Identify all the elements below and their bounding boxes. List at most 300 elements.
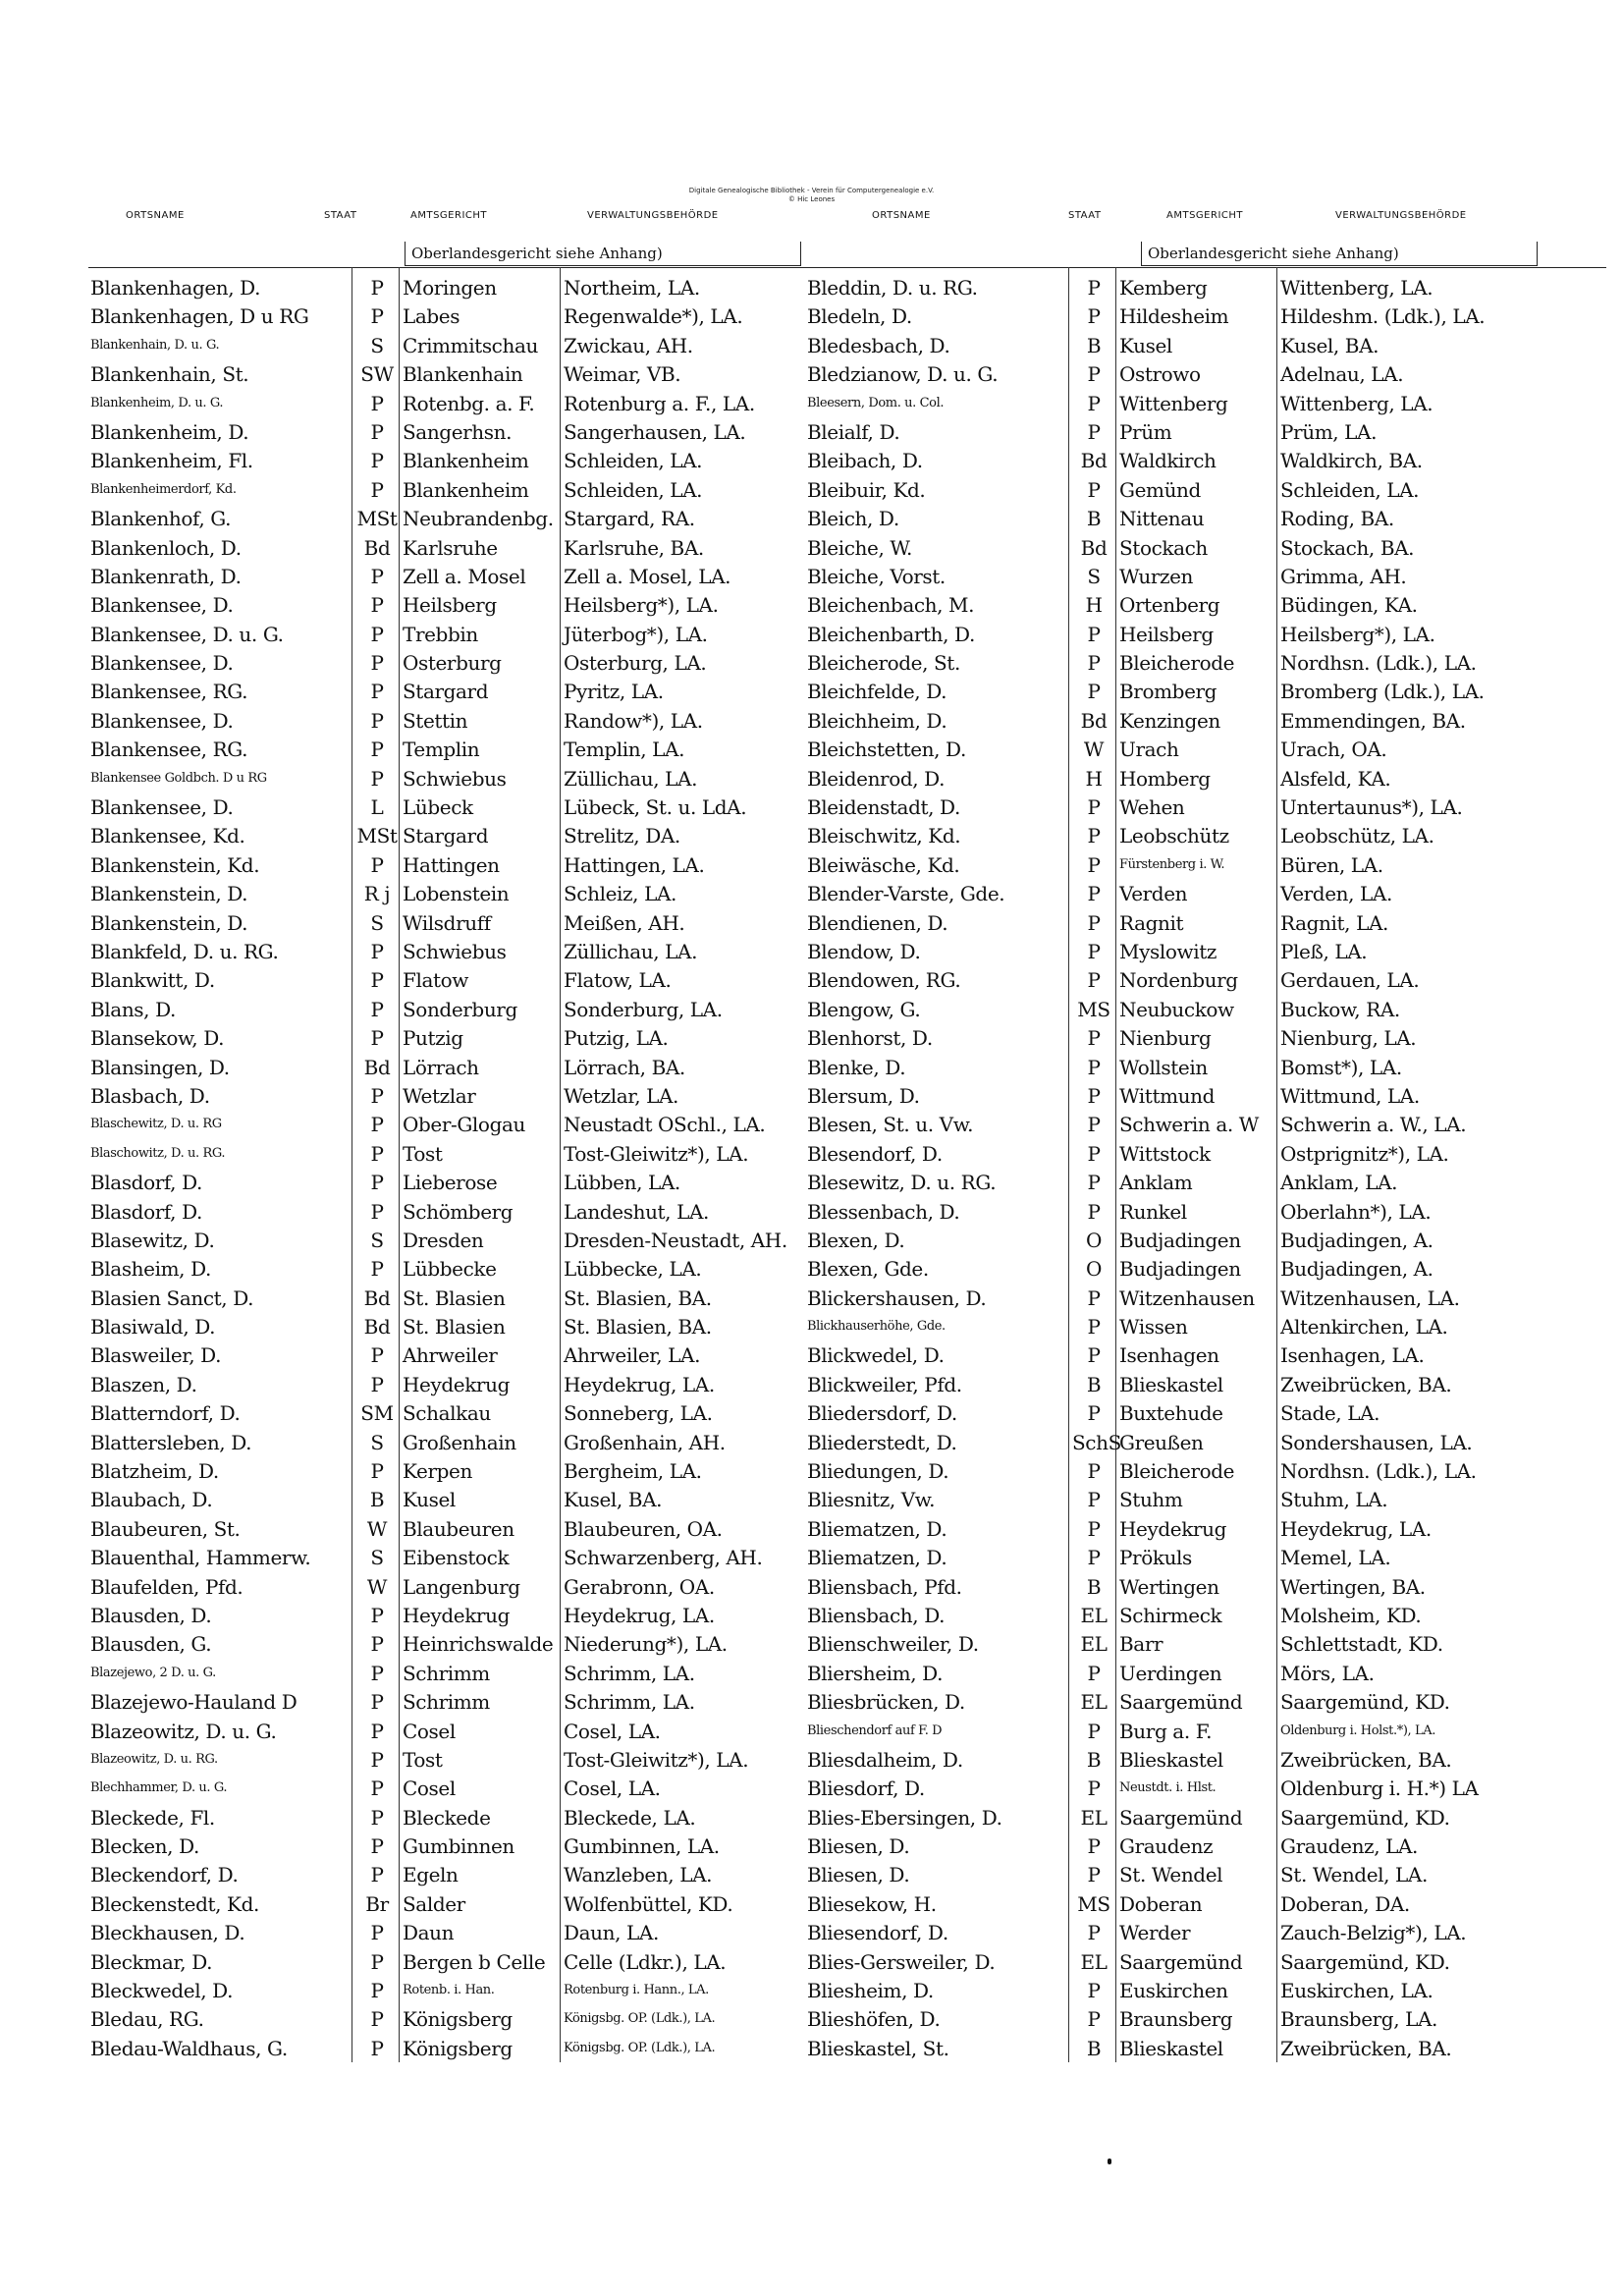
cell-ortsname: Blesen, St. u. Vw. bbox=[807, 1113, 974, 1137]
table-row bbox=[88, 446, 890, 474]
table-row bbox=[805, 677, 1606, 705]
cell-ortsname: Blankensee, RG. bbox=[90, 680, 248, 704]
cell-staat: P bbox=[370, 1113, 384, 1137]
cell-ortsname: Blankenstein, Kd. bbox=[90, 852, 260, 877]
cell-verwaltungsbehoerde: Flatow, LA. bbox=[564, 968, 672, 993]
cell-amtsgericht: Kusel bbox=[403, 1488, 456, 1512]
cell-staat: P bbox=[1087, 2007, 1101, 2032]
table-row bbox=[805, 1745, 1606, 1774]
cell-ortsname: Blankfeld, D. u. RG. bbox=[90, 939, 279, 963]
cell-verwaltungsbehoerde: Zauch-Belzig*), LA. bbox=[1280, 1921, 1467, 1945]
cell-verwaltungsbehoerde: Lübbecke, LA. bbox=[564, 1257, 702, 1282]
table-row bbox=[88, 1601, 890, 1629]
cell-ortsname: Bleidenrod, D. bbox=[807, 766, 946, 791]
cell-ortsname: Blesendorf, D. bbox=[807, 1141, 943, 1166]
cell-amtsgericht: Burg a. F. bbox=[1119, 1719, 1213, 1743]
cell-amtsgericht: Wurzen bbox=[1119, 564, 1194, 588]
table-row bbox=[805, 1976, 1606, 2004]
cell-ortsname: Blatzheim, D. bbox=[90, 1459, 219, 1484]
cell-ortsname: Bleckenstedt, Kd. bbox=[90, 1891, 259, 1916]
cell-amtsgericht: Bleckede bbox=[403, 1805, 491, 1830]
table-row bbox=[805, 446, 1606, 474]
cell-ortsname: Blies-Ebersingen, D. bbox=[807, 1805, 1002, 1830]
cell-staat: P bbox=[370, 1719, 384, 1743]
cell-ortsname: Blazeowitz, D. u. RG. bbox=[90, 1751, 218, 1767]
cell-amtsgericht: Wittstock bbox=[1119, 1141, 1211, 1166]
table-row bbox=[805, 475, 1606, 504]
table-row bbox=[88, 1398, 890, 1427]
table-row bbox=[88, 359, 890, 388]
cell-staat: P bbox=[1087, 1199, 1101, 1224]
cell-ortsname: Blaschewitz, D. u. RG bbox=[90, 1117, 222, 1132]
table-row bbox=[88, 1572, 890, 1601]
cell-verwaltungsbehoerde: Braunsberg, LA. bbox=[1280, 2007, 1438, 2032]
table-row bbox=[88, 504, 890, 532]
cell-verwaltungsbehoerde: Heilsberg*), LA. bbox=[564, 593, 719, 618]
cell-amtsgericht: Heydekrug bbox=[403, 1603, 510, 1627]
cell-staat: P bbox=[1087, 1026, 1101, 1051]
cell-staat: P bbox=[370, 1777, 384, 1801]
cell-amtsgericht: Barr bbox=[1119, 1632, 1163, 1657]
cell-amtsgericht: Bleicherode bbox=[1119, 651, 1235, 676]
header-ortsname-right: ORTSNAME bbox=[872, 210, 931, 221]
table-row bbox=[805, 1543, 1606, 1571]
table-row bbox=[88, 1687, 890, 1716]
table-row bbox=[88, 1918, 890, 1946]
cell-ortsname: Blankenheimerdorf, Kd. bbox=[90, 481, 237, 497]
cell-staat: EL bbox=[1080, 1805, 1108, 1830]
cell-staat: P bbox=[370, 708, 384, 733]
cell-ortsname: Blankenstein, D. bbox=[90, 910, 248, 935]
table-row bbox=[805, 1485, 1606, 1513]
table-row bbox=[88, 1717, 890, 1745]
cell-verwaltungsbehoerde: Cosel, LA. bbox=[564, 1777, 661, 1801]
cell-verwaltungsbehoerde: Schrimm, LA. bbox=[564, 1661, 695, 1685]
cell-verwaltungsbehoerde: Leobschütz, LA. bbox=[1280, 824, 1434, 848]
cell-ortsname: Bliesbrücken, D. bbox=[807, 1690, 965, 1715]
cell-amtsgericht: Templin bbox=[403, 738, 480, 762]
cell-staat: W bbox=[366, 1574, 388, 1599]
cell-staat: B bbox=[1086, 1747, 1102, 1772]
cell-ortsname: Bliesdalheim, D. bbox=[807, 1747, 963, 1772]
cell-staat: P bbox=[370, 968, 384, 993]
cell-staat: P bbox=[1087, 419, 1101, 444]
cell-staat: P bbox=[1087, 1516, 1101, 1541]
cell-verwaltungsbehoerde: Gerabronn, OA. bbox=[564, 1574, 715, 1599]
table-row bbox=[88, 1629, 890, 1658]
cell-verwaltungsbehoerde: Büren, LA. bbox=[1280, 852, 1383, 877]
cell-staat: MS bbox=[1077, 997, 1110, 1021]
cell-amtsgericht: Wertingen bbox=[1119, 1574, 1219, 1599]
cell-verwaltungsbehoerde: Heydekrug, LA. bbox=[564, 1603, 715, 1627]
cell-staat: EL bbox=[1080, 1603, 1108, 1627]
cell-staat: O bbox=[1086, 1257, 1102, 1282]
cell-ortsname: Blazejewo-Hauland D bbox=[90, 1690, 298, 1715]
cell-amtsgericht: Schwiebus bbox=[403, 939, 507, 963]
cell-staat: Bd bbox=[363, 1285, 391, 1310]
cell-staat: P bbox=[370, 738, 384, 762]
cell-verwaltungsbehoerde: Oldenburg i. Holst.*), LA. bbox=[1280, 1722, 1435, 1738]
ink-mark bbox=[1108, 2159, 1111, 2164]
cell-verwaltungsbehoerde: Putzig, LA. bbox=[564, 1026, 669, 1051]
cell-amtsgericht: Heydekrug bbox=[403, 1372, 510, 1396]
cell-staat: P bbox=[370, 1603, 384, 1627]
cell-verwaltungsbehoerde: Oldenburg i. H.*) LA bbox=[1280, 1777, 1479, 1801]
cell-amtsgericht: Kerpen bbox=[403, 1459, 472, 1484]
cell-ortsname: Bliesdorf, D. bbox=[807, 1777, 925, 1801]
cell-amtsgericht: Cosel bbox=[403, 1777, 456, 1801]
table-row bbox=[88, 1774, 890, 1802]
cell-amtsgericht: Anklam bbox=[1119, 1171, 1193, 1195]
table-row bbox=[805, 1860, 1606, 1888]
cell-ortsname: Bleckmar, D. bbox=[90, 1949, 213, 1974]
cell-staat: P bbox=[1087, 1979, 1101, 2003]
cell-ortsname: Bledesbach, D. bbox=[807, 333, 950, 357]
cell-amtsgericht: Werder bbox=[1119, 1921, 1191, 1945]
cell-staat: B bbox=[1086, 507, 1102, 531]
table-row bbox=[805, 1774, 1606, 1802]
cell-amtsgericht: Crimmitschau bbox=[403, 333, 538, 357]
cell-amtsgericht: Gumbinnen bbox=[403, 1834, 514, 1859]
cell-amtsgericht: Blankenheim bbox=[403, 477, 529, 502]
cell-verwaltungsbehoerde: Stuhm, LA. bbox=[1280, 1488, 1388, 1512]
cell-ortsname: Bleialf, D. bbox=[807, 419, 900, 444]
table-top-rule bbox=[805, 267, 1606, 268]
cell-staat: P bbox=[1087, 1285, 1101, 1310]
cell-verwaltungsbehoerde: Heydekrug, LA. bbox=[564, 1372, 715, 1396]
cell-verwaltungsbehoerde: Rotenburg i. Hann., LA. bbox=[564, 1983, 709, 1998]
cell-verwaltungsbehoerde: Rotenburg a. F., LA. bbox=[564, 391, 755, 415]
cell-ortsname: Bliesen, D. bbox=[807, 1834, 910, 1859]
cell-verwaltungsbehoerde: Bergheim, LA. bbox=[564, 1459, 702, 1484]
watermark-line-1: Digitale Genealogische Bibliothek - Verein für Computergenealogie e.V. bbox=[688, 187, 935, 194]
table-row bbox=[805, 764, 1606, 793]
cell-verwaltungsbehoerde: Zweibrücken, BA. bbox=[1280, 1372, 1452, 1396]
cell-verwaltungsbehoerde: Nordhsn. (Ldk.), LA. bbox=[1280, 1459, 1477, 1484]
cell-staat: P bbox=[1087, 968, 1101, 993]
cell-staat: B bbox=[1086, 1372, 1102, 1396]
table-row bbox=[88, 1831, 890, 1860]
cell-verwaltungsbehoerde: Graudenz, LA. bbox=[1280, 1834, 1418, 1859]
cell-verwaltungsbehoerde: St. Blasien, BA. bbox=[564, 1315, 712, 1339]
cell-amtsgericht: Tost bbox=[403, 1747, 443, 1772]
table-row bbox=[805, 793, 1606, 821]
cell-verwaltungsbehoerde: Sondershausen, LA. bbox=[1280, 1430, 1473, 1454]
cell-amtsgericht: Budjadingen bbox=[1119, 1228, 1241, 1252]
cell-verwaltungsbehoerde: Schwerin a. W., LA. bbox=[1280, 1113, 1467, 1137]
cell-amtsgericht: Stargard bbox=[403, 824, 489, 848]
cell-amtsgericht: Schalkau bbox=[403, 1401, 491, 1426]
cell-ortsname: Bledau, RG. bbox=[90, 2007, 204, 2032]
cell-amtsgericht: Verden bbox=[1119, 882, 1188, 906]
cell-staat: P bbox=[1087, 1719, 1101, 1743]
cell-amtsgericht: St. Blasien bbox=[403, 1285, 506, 1310]
table-row bbox=[88, 1226, 890, 1254]
cell-ortsname: Blesewitz, D. u. RG. bbox=[807, 1171, 997, 1195]
table-row bbox=[805, 1168, 1606, 1196]
cell-verwaltungsbehoerde: Ostprignitz*), LA. bbox=[1280, 1141, 1449, 1166]
cell-verwaltungsbehoerde: Randow*), LA. bbox=[564, 708, 703, 733]
cell-ortsname: Bleiche, Vorst. bbox=[807, 564, 946, 588]
cell-ortsname: Bledau-Waldhaus, G. bbox=[90, 2036, 288, 2060]
table-row bbox=[88, 1312, 890, 1340]
cell-amtsgericht: Schrimm bbox=[403, 1690, 490, 1715]
cell-staat: S bbox=[1087, 564, 1101, 588]
table-row bbox=[88, 1023, 890, 1052]
cell-amtsgericht: Saargemünd bbox=[1119, 1949, 1243, 1974]
table-row bbox=[805, 995, 1606, 1023]
table-row bbox=[88, 1889, 890, 1918]
cell-ortsname: Blickhauserhöhe, Gde. bbox=[807, 1319, 946, 1335]
table-row bbox=[805, 1254, 1606, 1283]
cell-amtsgericht: Waldkirch bbox=[1119, 449, 1217, 473]
cell-staat: P bbox=[1087, 882, 1101, 906]
cell-verwaltungsbehoerde: Anklam, LA. bbox=[1280, 1171, 1398, 1195]
cell-staat: P bbox=[370, 2036, 384, 2060]
cell-staat: P bbox=[1087, 1834, 1101, 1859]
table-row bbox=[88, 389, 890, 417]
cell-staat: P bbox=[1087, 1141, 1101, 1166]
table-row bbox=[805, 1370, 1606, 1398]
cell-staat: Br bbox=[365, 1891, 389, 1916]
cell-amtsgericht: Blankenheim bbox=[403, 449, 529, 473]
table-row bbox=[805, 1139, 1606, 1168]
cell-staat: P bbox=[1087, 391, 1101, 415]
cell-staat: P bbox=[1087, 651, 1101, 676]
cell-amtsgericht: Doberan bbox=[1119, 1891, 1203, 1916]
cell-amtsgericht: Labes bbox=[403, 304, 460, 329]
table-row bbox=[805, 273, 1606, 301]
cell-verwaltungsbehoerde: Adelnau, LA. bbox=[1280, 362, 1404, 387]
cell-ortsname: Blies-Gersweiler, D. bbox=[807, 1949, 996, 1974]
table-row bbox=[88, 793, 890, 821]
cell-amtsgericht: Schrimm bbox=[403, 1661, 490, 1685]
cell-staat: EL bbox=[1080, 1690, 1108, 1715]
cell-verwaltungsbehoerde: Witzenhausen, LA. bbox=[1280, 1285, 1460, 1310]
cell-verwaltungsbehoerde: Zweibrücken, BA. bbox=[1280, 1747, 1452, 1772]
cell-amtsgericht: Moringen bbox=[403, 276, 497, 300]
cell-staat: P bbox=[1087, 276, 1101, 300]
table-row bbox=[805, 648, 1606, 677]
cell-amtsgericht: Wollstein bbox=[1119, 1055, 1208, 1079]
cell-amtsgericht: Egeln bbox=[403, 1863, 459, 1887]
cell-verwaltungsbehoerde: Lörrach, BA. bbox=[564, 1055, 685, 1079]
cell-verwaltungsbehoerde: Celle (Ldkr.), LA. bbox=[564, 1949, 727, 1974]
cell-ortsname: Blankenrath, D. bbox=[90, 564, 242, 588]
cell-staat: P bbox=[370, 419, 384, 444]
cell-staat: P bbox=[370, 391, 384, 415]
table-row bbox=[805, 1340, 1606, 1369]
cell-amtsgericht: Kenzingen bbox=[1119, 708, 1220, 733]
cell-staat: P bbox=[1087, 852, 1101, 877]
cell-ortsname: Blasiwald, D. bbox=[90, 1315, 216, 1339]
cell-verwaltungsbehoerde: Hattingen, LA. bbox=[564, 852, 705, 877]
cell-staat: P bbox=[1087, 362, 1101, 387]
cell-verwaltungsbehoerde: Lübben, LA. bbox=[564, 1171, 680, 1195]
cell-verwaltungsbehoerde: Molsheim, KD. bbox=[1280, 1603, 1422, 1627]
cell-amtsgericht: Isenhagen bbox=[1119, 1343, 1219, 1368]
cell-staat: P bbox=[370, 1343, 384, 1368]
cell-verwaltungsbehoerde: Nienburg, LA. bbox=[1280, 1026, 1417, 1051]
cell-ortsname: Blaubach, D. bbox=[90, 1488, 213, 1512]
cell-ortsname: Blessenbach, D. bbox=[807, 1199, 960, 1224]
table-row bbox=[88, 648, 890, 677]
cell-verwaltungsbehoerde: Sonneberg, LA. bbox=[564, 1401, 713, 1426]
cell-verwaltungsbehoerde: Neustadt OSchl., LA. bbox=[564, 1113, 766, 1137]
cell-ortsname: Blieshöfen, D. bbox=[807, 2007, 941, 2032]
table-row bbox=[805, 1514, 1606, 1543]
cell-staat: P bbox=[1087, 939, 1101, 963]
table-row bbox=[805, 965, 1606, 994]
cell-ortsname: Blendienen, D. bbox=[807, 910, 948, 935]
table-row bbox=[88, 1197, 890, 1226]
cell-ortsname: Bleischwitz, Kd. bbox=[807, 824, 961, 848]
cell-ortsname: Bleckhausen, D. bbox=[90, 1921, 245, 1945]
cell-ortsname: Blexen, Gde. bbox=[807, 1257, 929, 1282]
table-row bbox=[88, 2004, 890, 2033]
cell-staat: P bbox=[370, 1979, 384, 2003]
cell-amtsgericht: Stettin bbox=[403, 708, 468, 733]
cell-ortsname: Bliederstedt, D. bbox=[807, 1430, 957, 1454]
table-row bbox=[88, 764, 890, 793]
cell-staat: Bd bbox=[1080, 708, 1108, 733]
cell-verwaltungsbehoerde: Regenwalde*), LA. bbox=[564, 304, 743, 329]
cell-ortsname: Blankensee, Kd. bbox=[90, 824, 245, 848]
table-row bbox=[805, 533, 1606, 562]
cell-staat: P bbox=[1087, 1777, 1101, 1801]
cell-staat: P bbox=[1087, 1113, 1101, 1137]
cell-verwaltungsbehoerde: Altenkirchen, LA. bbox=[1280, 1315, 1448, 1339]
cell-staat: O bbox=[1086, 1228, 1102, 1252]
cell-ortsname: Blausden, G. bbox=[90, 1632, 212, 1657]
cell-amtsgericht: Tost bbox=[403, 1141, 443, 1166]
table-row bbox=[88, 1976, 890, 2004]
cell-amtsgericht: Ostrowo bbox=[1119, 362, 1201, 387]
cell-verwaltungsbehoerde: Jüterbog*), LA. bbox=[564, 622, 708, 646]
cell-ortsname: Blankensee, RG. bbox=[90, 738, 248, 762]
cell-ortsname: Blankensee, D. bbox=[90, 795, 234, 820]
cell-staat: EL bbox=[1080, 1632, 1108, 1657]
table-row bbox=[88, 1053, 890, 1081]
cell-staat: P bbox=[370, 997, 384, 1021]
cell-amtsgericht: Nittenau bbox=[1119, 507, 1205, 531]
cell-staat: P bbox=[1087, 795, 1101, 820]
cell-ortsname: Bleichenbach, M. bbox=[807, 593, 975, 618]
cell-verwaltungsbehoerde: Alsfeld, KA. bbox=[1280, 766, 1391, 791]
cell-verwaltungsbehoerde: Saargemünd, KD. bbox=[1280, 1949, 1450, 1974]
cell-verwaltungsbehoerde: Züllichau, LA. bbox=[564, 766, 698, 791]
cell-ortsname: Bleiche, W. bbox=[807, 535, 912, 560]
cell-ortsname: Blankenhagen, D u RG bbox=[90, 304, 309, 329]
table-row bbox=[88, 2034, 890, 2062]
cell-amtsgericht: Stockach bbox=[1119, 535, 1208, 560]
cell-staat: P bbox=[370, 1632, 384, 1657]
cell-amtsgericht: Zell a. Mosel bbox=[403, 564, 526, 588]
cell-ortsname: Blansekow, D. bbox=[90, 1026, 225, 1051]
table-row bbox=[88, 995, 890, 1023]
cell-amtsgericht: Salder bbox=[403, 1891, 465, 1916]
cell-amtsgericht: Sonderburg bbox=[403, 997, 517, 1021]
cell-verwaltungsbehoerde: Wanzleben, LA. bbox=[564, 1863, 713, 1887]
cell-staat: B bbox=[1086, 2036, 1102, 2060]
cell-amtsgericht: Blieskastel bbox=[1119, 1372, 1223, 1396]
cell-staat: H bbox=[1085, 593, 1103, 618]
cell-amtsgericht: Schwiebus bbox=[403, 766, 507, 791]
cell-ortsname: Blans, D. bbox=[90, 997, 176, 1021]
cell-staat: P bbox=[370, 651, 384, 676]
cell-staat: P bbox=[370, 276, 384, 300]
cell-ortsname: Blankenhof, G. bbox=[90, 507, 232, 531]
cell-verwaltungsbehoerde: Königsbg. OP. (Ldk.), LA. bbox=[564, 2011, 716, 2027]
table-row bbox=[88, 1110, 890, 1138]
cell-staat: P bbox=[370, 852, 384, 877]
cell-staat: P bbox=[370, 1805, 384, 1830]
cell-ortsname: Blankenhain, St. bbox=[90, 362, 249, 387]
cell-verwaltungsbehoerde: Budjadingen, A. bbox=[1280, 1257, 1434, 1282]
cell-verwaltungsbehoerde: Stargard, RA. bbox=[564, 507, 695, 531]
cell-verwaltungsbehoerde: Zell a. Mosel, LA. bbox=[564, 564, 731, 588]
cell-ortsname: Bleicherode, St. bbox=[807, 651, 960, 676]
table-row bbox=[88, 590, 890, 619]
cell-amtsgericht: Rotenb. i. Han. bbox=[403, 1983, 495, 1998]
cell-verwaltungsbehoerde: Zwickau, AH. bbox=[564, 333, 693, 357]
cell-ortsname: Blecken, D. bbox=[90, 1834, 199, 1859]
cell-staat: P bbox=[1087, 910, 1101, 935]
table-row bbox=[88, 908, 890, 937]
cell-amtsgericht: Lobenstein bbox=[403, 882, 510, 906]
cell-staat: P bbox=[1087, 1863, 1101, 1887]
table-row bbox=[805, 879, 1606, 907]
cell-ortsname: Bleckwedel, D. bbox=[90, 1979, 234, 2003]
cell-amtsgericht: Neustdt. i. Hlst. bbox=[1119, 1780, 1217, 1796]
left-column-table bbox=[88, 273, 890, 2062]
cell-verwaltungsbehoerde: Lübeck, St. u. LdA. bbox=[564, 795, 747, 820]
cell-verwaltungsbehoerde: Weimar, VB. bbox=[564, 362, 681, 387]
cell-amtsgericht: Stuhm bbox=[1119, 1488, 1183, 1512]
cell-amtsgericht: Heydekrug bbox=[1119, 1516, 1226, 1541]
cell-ortsname: Bleich, D. bbox=[807, 507, 899, 531]
cell-verwaltungsbehoerde: Wetzlar, LA. bbox=[564, 1083, 679, 1108]
table-row bbox=[88, 1168, 890, 1196]
cell-ortsname: Bleichstetten, D. bbox=[807, 738, 966, 762]
cell-verwaltungsbehoerde: St. Wendel, LA. bbox=[1280, 1863, 1428, 1887]
table-row bbox=[88, 1543, 890, 1571]
cell-ortsname: Blatterndorf, D. bbox=[90, 1401, 241, 1426]
cell-verwaltungsbehoerde: Gumbinnen, LA. bbox=[564, 1834, 720, 1859]
cell-verwaltungsbehoerde: Bleckede, LA. bbox=[564, 1805, 696, 1830]
cell-amtsgericht: Blaubeuren bbox=[403, 1516, 514, 1541]
cell-ortsname: Blendow, D. bbox=[807, 939, 921, 963]
cell-verwaltungsbehoerde: Schleiden, LA. bbox=[1280, 477, 1420, 502]
table-row bbox=[88, 821, 890, 849]
cell-staat: P bbox=[370, 1949, 384, 1974]
cell-amtsgericht: Blankenhain bbox=[403, 362, 523, 387]
cell-staat: P bbox=[1087, 824, 1101, 848]
cell-ortsname: Bliesekow, H. bbox=[807, 1891, 937, 1916]
cell-ortsname: Blasheim, D. bbox=[90, 1257, 211, 1282]
table-row bbox=[805, 1803, 1606, 1831]
cell-amtsgericht: Neubuckow bbox=[1119, 997, 1234, 1021]
table-row bbox=[88, 1081, 890, 1110]
cell-verwaltungsbehoerde: Tost-Gleiwitz*), LA. bbox=[564, 1747, 749, 1772]
watermark bbox=[0, 187, 1623, 204]
cell-ortsname: Bleichheim, D. bbox=[807, 708, 947, 733]
cell-amtsgericht: Ortenberg bbox=[1119, 593, 1220, 618]
cell-amtsgericht: Graudenz bbox=[1119, 1834, 1214, 1859]
cell-ortsname: Bleiwäsche, Kd. bbox=[807, 852, 960, 877]
cell-staat: P bbox=[370, 1459, 384, 1484]
cell-amtsgericht: Rotenbg. a. F. bbox=[403, 391, 535, 415]
